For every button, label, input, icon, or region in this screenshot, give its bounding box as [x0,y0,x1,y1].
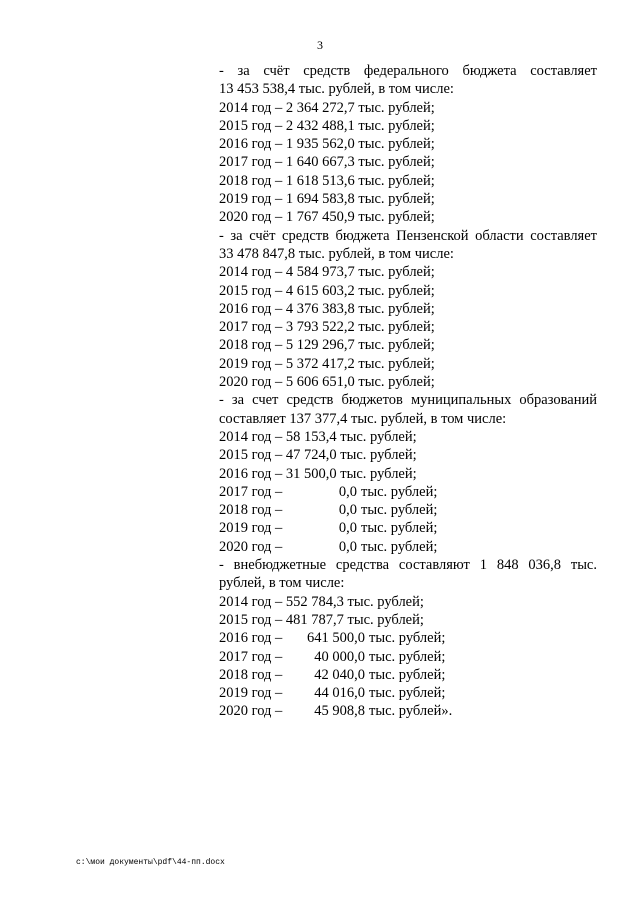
year-label: 2018 год – [219,502,283,519]
extrabudget-total: рублей, в том числе: [219,575,345,592]
year-label: 2019 год – [219,685,283,702]
regional-year-2014: 2014 год – 4 584 973,7 тыс. рублей; [219,264,435,281]
municipal-year-2017 [219,483,597,501]
extrabudget-year-2016 [219,629,597,647]
year-amount: 40 000,0 [314,648,365,665]
year-label: 2017 год – [219,648,283,665]
extrabudget-year-2020 [219,702,597,720]
year-amount: 0,0 [338,502,357,519]
federal-year-2018: 2018 год – 1 618 513,6 тыс. рублей; [219,172,435,189]
year-amount: 0,0 [338,520,357,537]
regional-year-2018: 2018 год – 5 129 296,7 тыс. рублей; [219,337,435,354]
year-unit: тыс. рублей; [361,520,438,537]
extrabudget-heading: - внебюджетные средства составляют 1 848 036,8 тыс. [219,557,597,574]
federal-year-2017: 2017 год – 1 640 667,3 тыс. рублей; [219,154,435,171]
municipal-year-2014: 2014 год – 58 153,4 тыс. рублей; [219,428,417,445]
extrabudget-year-2019 [219,684,597,702]
municipal-heading: - за счет средств бюджетов муниципальных образований [219,392,597,409]
year-unit: тыс. рублей; [369,666,446,683]
municipal-total: составляет 137 377,4 тыс. рублей, в том числе: [219,410,507,427]
federal-year-2015: 2015 год – 2 432 488,1 тыс. рублей; [219,117,435,134]
document-body [219,62,597,721]
year-amount: 44 016,0 [314,685,365,702]
extrabudget-year-2017 [219,648,597,666]
year-unit: тыс. рублей; [369,685,446,702]
regional-year-2017: 2017 год – 3 793 522,2 тыс. рублей; [219,319,435,336]
federal-year-2016: 2016 год – 1 935 562,0 тыс. рублей; [219,136,435,153]
federal-year-2014: 2014 год – 2 364 272,7 тыс. рублей; [219,99,435,116]
year-unit: тыс. рублей; [361,502,438,519]
page-number: 3 [317,38,323,52]
extrabudget-year-2015: 2015 год – 481 787,7 тыс. рублей; [219,611,424,628]
regional-heading: - за счёт средств бюджета Пензенской области составляет [219,227,597,244]
extrabudget-year-2014: 2014 год – 552 784,3 тыс. рублей; [219,593,424,610]
file-path-footer: c:\мои документы\pdf\44-пп.docx [76,858,225,867]
year-unit: тыс. рублей; [369,648,446,665]
regional-year-2016: 2016 год – 4 376 383,8 тыс. рублей; [219,300,435,317]
municipal-year-2015: 2015 год – 47 724,0 тыс. рублей; [219,447,417,464]
year-label: 2020 год – [219,703,283,720]
year-unit: тыс. рублей; [361,483,438,500]
year-unit: тыс. рублей; [361,538,438,555]
regional-year-2020: 2020 год – 5 606 651,0 тыс. рублей; [219,374,435,391]
federal-year-2020: 2020 год – 1 767 450,9 тыс. рублей; [219,209,435,226]
year-label: 2018 год – [219,666,283,683]
municipal-year-2016: 2016 год – 31 500,0 тыс. рублей; [219,465,417,482]
year-amount: 641 500,0 [307,630,365,647]
year-amount: 45 908,8 [314,703,365,720]
year-label: 2017 год – [219,483,283,500]
municipal-year-2018 [219,501,597,519]
federal-total: 13 453 538,4 тыс. рублей, в том числе: [219,81,454,98]
federal-heading: - за счёт средств федерального бюджета составляет [219,63,597,79]
year-amount: 42 040,0 [314,666,365,683]
extrabudget-year-2018 [219,666,597,684]
year-label: 2016 год – [219,630,283,647]
year-unit: тыс. рублей; [369,630,446,647]
federal-year-2019: 2019 год – 1 694 583,8 тыс. рублей; [219,191,435,208]
regional-year-2019: 2019 год – 5 372 417,2 тыс. рублей; [219,355,435,372]
municipal-year-2020 [219,538,597,556]
year-unit: тыс. рублей». [369,703,453,720]
year-amount: 0,0 [338,483,357,500]
regional-year-2015: 2015 год – 4 615 603,2 тыс. рублей; [219,282,435,299]
municipal-year-2019 [219,519,597,537]
year-label: 2020 год – [219,538,283,555]
year-amount: 0,0 [338,538,357,555]
year-label: 2019 год – [219,520,283,537]
regional-total: 33 478 847,8 тыс. рублей, в том числе: [219,245,454,262]
